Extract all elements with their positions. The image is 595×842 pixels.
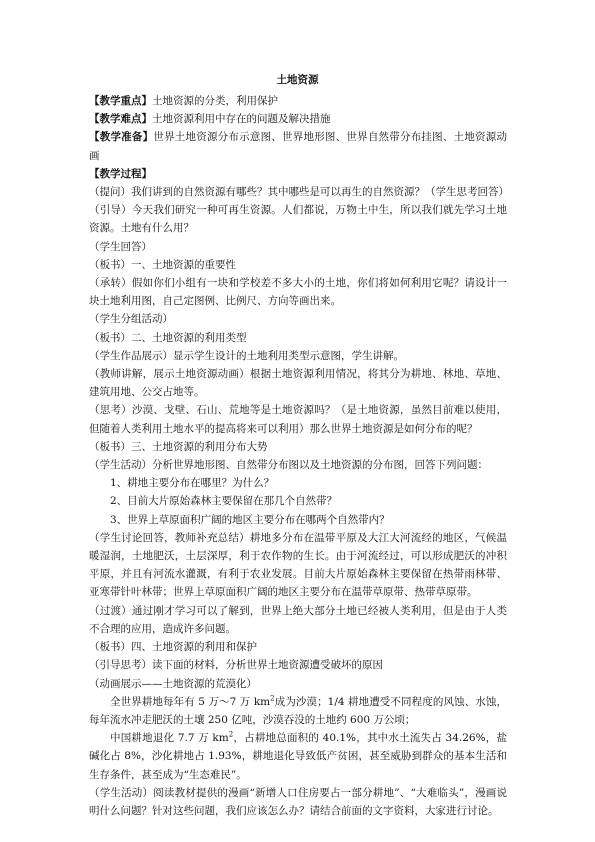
difficulties	[89, 110, 507, 128]
paragraph: （教师讲解，展示土地资源动画）根据土地资源利用情况，将其分为耕地、林地、草地、建筑用地、公交占地等。	[89, 368, 507, 399]
paragraph: （板书）四、土地资源的利用和保护	[89, 641, 257, 654]
paragraph: （板书）二、土地资源的利用类型	[89, 331, 247, 344]
question-item: 3、世界上草原面积广阔的地区主要分布在哪两个自然带内？	[110, 513, 390, 526]
paragraph: （学生回答）	[89, 240, 152, 253]
preparation-label: 【教学准备】	[89, 131, 154, 144]
key-points	[89, 92, 507, 110]
difficulties-label: 【教学难点】	[89, 113, 152, 126]
key-points-text: 土地资源的分类，利用保护	[152, 95, 278, 107]
paragraph: （板书）一、土地资源的重要性	[89, 258, 236, 271]
world-data-after: 成为沙漠；1/4 耕地遭受不同程度的风蚀、水蚀，每年流水冲走肥沃的土壤 250 亿吨，沙漠吞没的土地约 600 万公顷；	[89, 695, 507, 726]
paragraph: （学生讨论回答，教师补充总结）耕地多分布在温带平原及大江大河流经的地区，气候温暖湿润，土地肥沃，土层深厚，利于农作物的生长。由于河流经过，可以形成肥沃的冲积平原，并且有河流水灌溉，有利于农业发展。目前大片原始森林主要保留在热带雨林带、亚寒带针叶林带；世界上草原面积广阔的地区主要分布在温带草原带、热带草原带。	[89, 531, 507, 599]
paragraph: （引导）今天我们研究一种可再生资源。人们都说，万物土中生，所以我们就先学习土地资源。土地有什么用？	[89, 204, 507, 235]
question-item: 2、目前大片原始森林主要保留在那几个自然带？	[110, 495, 338, 508]
china-data-after: ，占耕地总面积的 40.1%，其中水土流失占 34.26%，盐碱化占 8%，沙化耕地占 1.93%，耕地退化导致低产贫困，甚至威胁到群众的基本生活和生存条件，甚至成为“生态难民”。	[89, 732, 507, 781]
paragraph: （学生分组活动）	[89, 313, 173, 326]
paragraph: （提问）我们讲到的自然资源有哪些？其中哪些是可以再生的自然资源？（学生思考回答）	[89, 186, 509, 199]
preparation-text: 世界土地资源分布示意图、世界地形图、世界自然带分布挂图、土地资源动画	[89, 131, 508, 162]
process-heading: 【教学过程】	[89, 167, 152, 180]
paragraph: （引导思考）读下面的材料，分析世界土地资源遭受破坏的原因	[89, 659, 383, 672]
document-title: 土地资源	[276, 74, 319, 86]
question-item: 1、耕地主要分布在哪里？为什么？	[110, 477, 275, 490]
world-data-before: 全世界耕地每年有 5 万～7 万 km	[110, 695, 271, 708]
paragraph: （过渡）通过刚才学习可以了解到，世界上绝大部分土地已经被人类利用，但是由于人类不合理的应用，造成许多问题。	[89, 604, 507, 635]
paragraph: （承转）假如你们小组有一块和学校差不多大小的土地，你们将如何利用它呢？请设计一块土地利用图，自己定图例、比例尺、方向等画出来。	[89, 277, 507, 308]
world-data-sup: 2	[270, 694, 275, 703]
paragraph: （板书）三、土地资源的利用分布大势	[89, 440, 268, 453]
china-data-before: 中国耕地退化 7.7 万 km	[110, 732, 229, 745]
closing-paragraph: （学生活动）阅读教材提供的漫画“新增人口住房要占一部分耕地”、“大难临头”，漫画说明什么问题？针对这些问题，我们应该怎么办？请结合前面的文字资料，大家进行讨论。	[89, 786, 507, 817]
preparation	[89, 128, 507, 164]
paragraph: （动画展示——土地资源的荒漠化）	[89, 677, 257, 690]
world-data-paragraph	[89, 693, 507, 729]
paragraph: （学生作品展示）显示学生设计的土地利用类型示意图，学生讲解。	[89, 349, 404, 362]
document-body	[89, 92, 507, 820]
china-data-paragraph	[89, 729, 507, 784]
paragraph: （思考）沙漠、戈壁、石山、荒地等是土地资源吗？（是土地资源，虽然目前难以使用，但随着人类利用土地水平的提高将来可以利用）那么世界土地资源是如何分布的呢？	[89, 404, 507, 435]
china-data-sup: 2	[228, 730, 234, 739]
paragraph: （学生活动）分析世界地形图、自然带分布图以及土地资源的分布图，回答下列问题：	[89, 459, 488, 472]
difficulties-text: 土地资源利用中存在的问题及解决措施	[152, 113, 331, 126]
key-points-label: 【教学重点】	[89, 95, 152, 107]
